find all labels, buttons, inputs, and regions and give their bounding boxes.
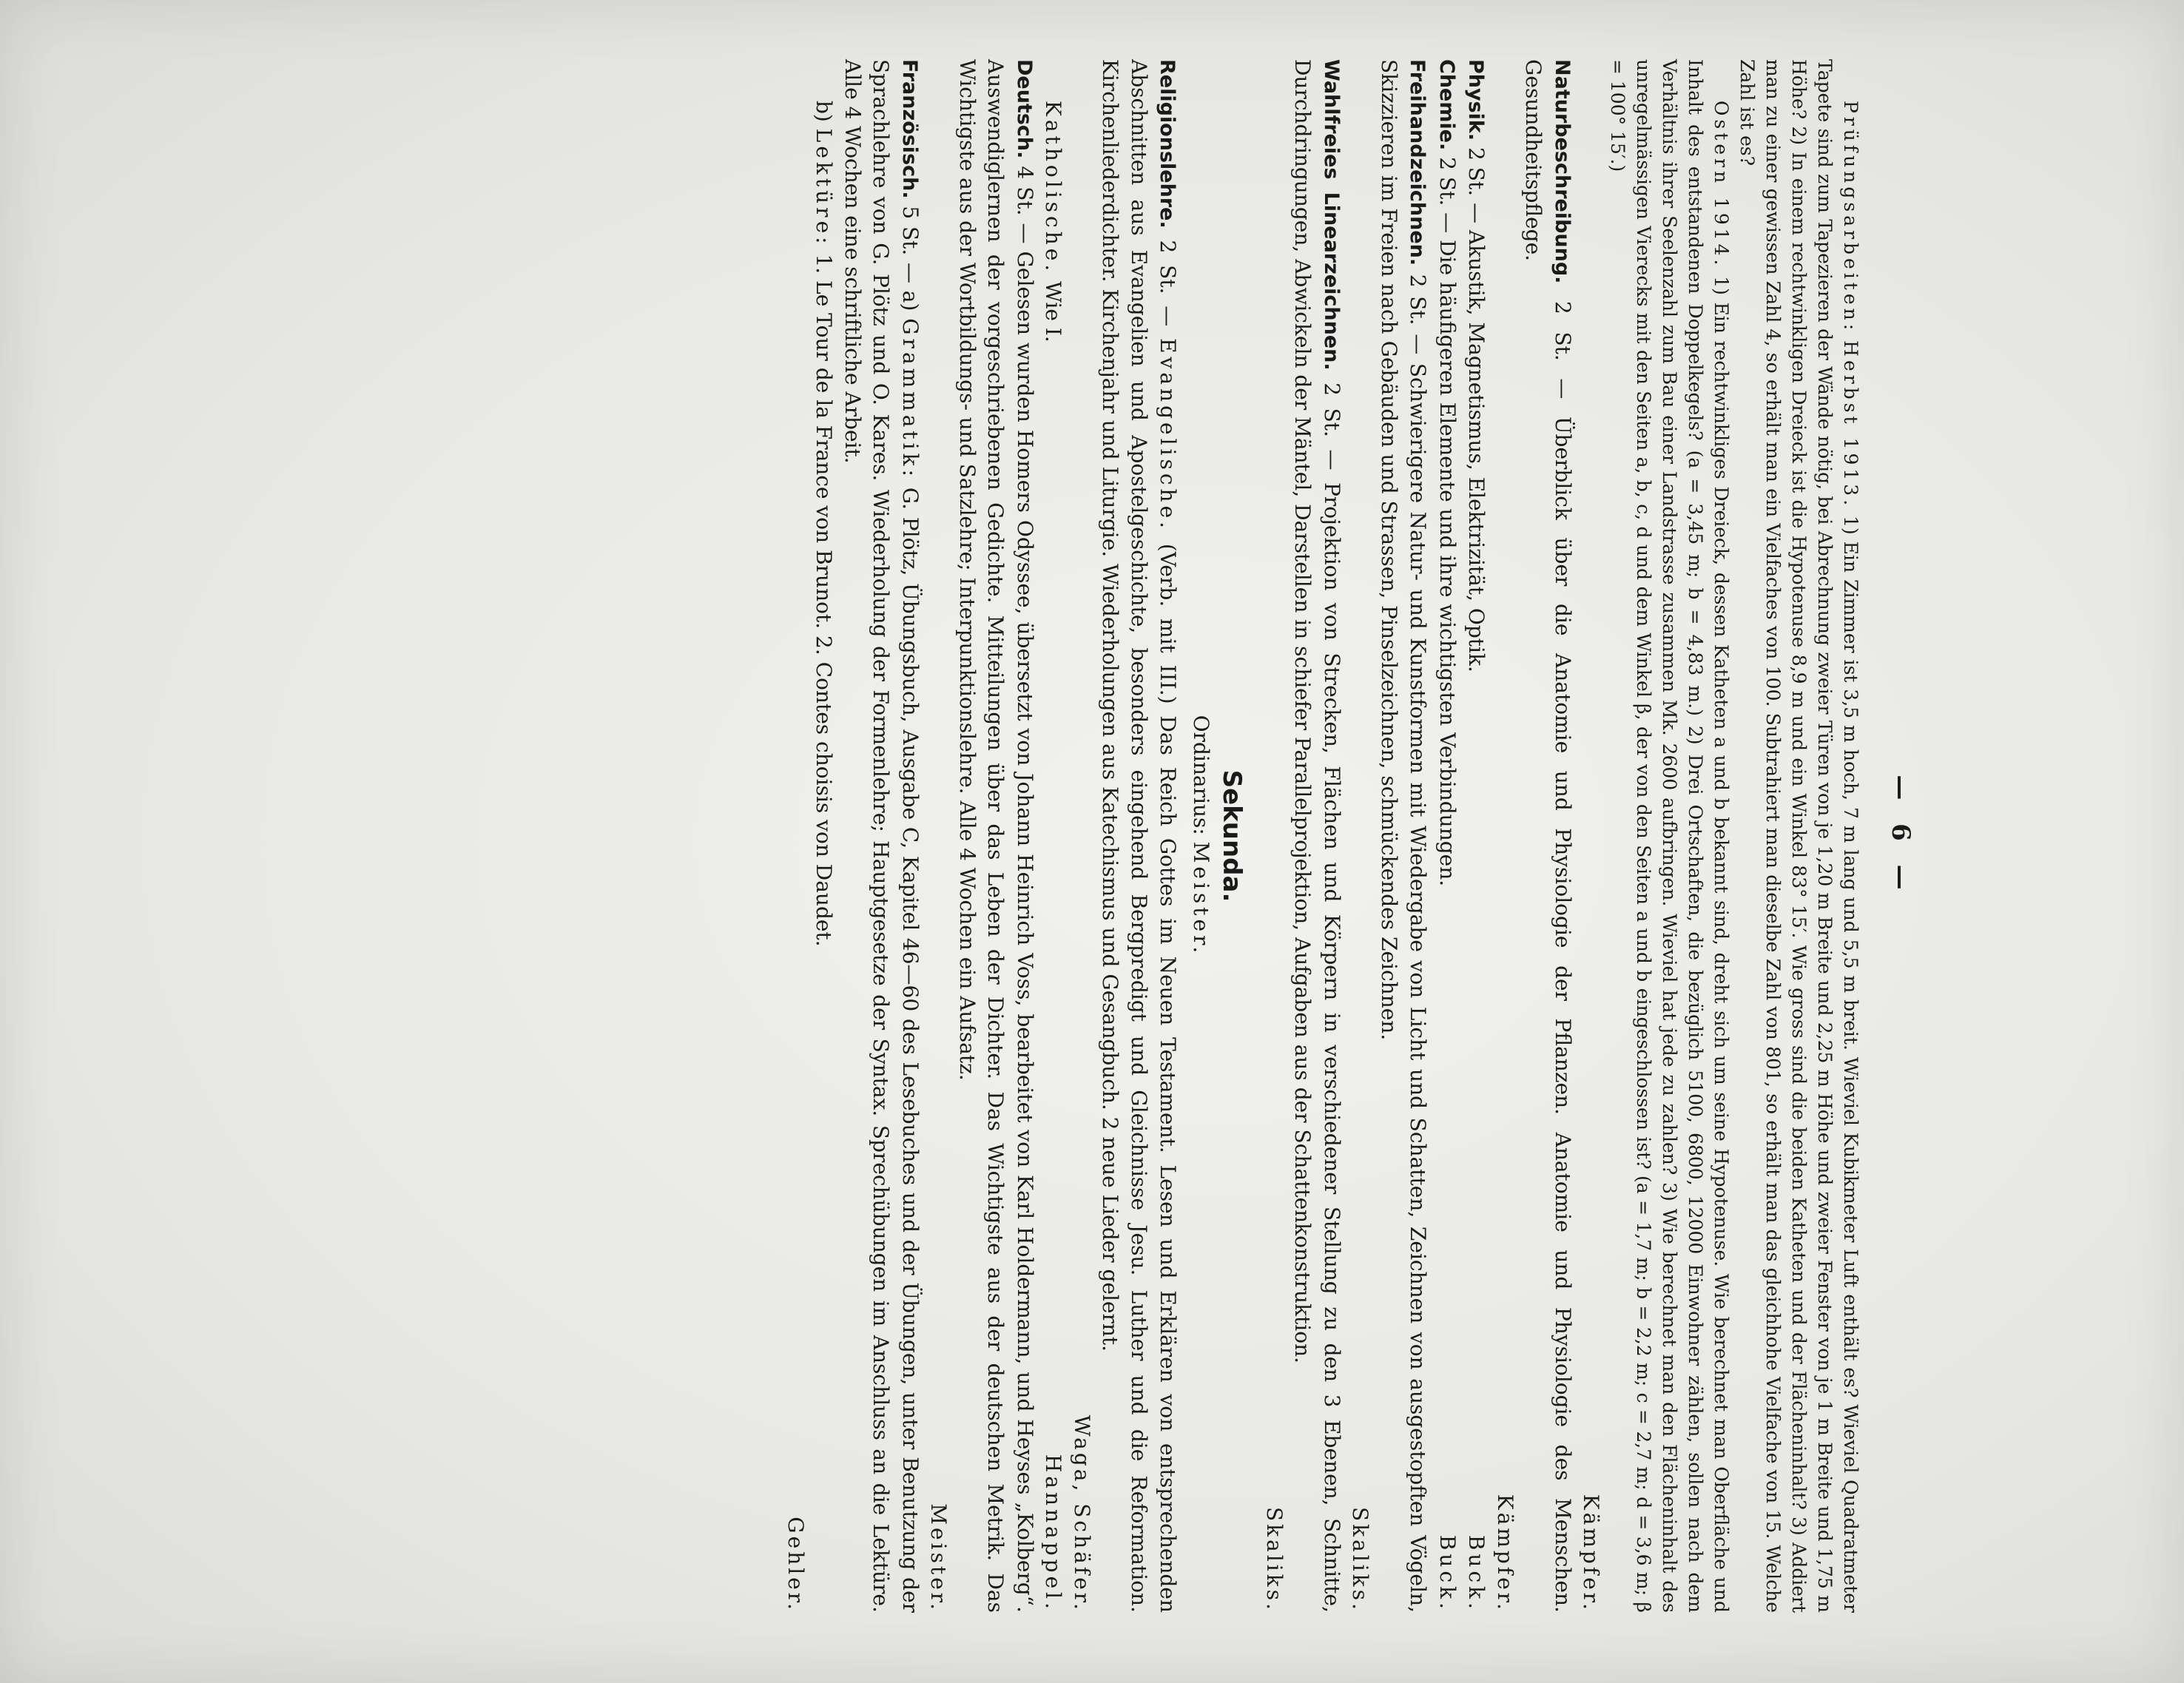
linearzeichnen-text: 2 St. — Projektion von Strecken, Flächen und Körpern in verschiedener Stellung zu den 3 Ebenen, Schnitte, Durchdringungen, Abwickeln der Mäntel, Darstellen in schiefer Parallelprojektion, Aufgaben aus der Schattenkonstruktion. bbox=[1290, 59, 1344, 1613]
linearzeichnen-paragraph bbox=[1288, 59, 1346, 1613]
religion-katholische-label: Katholische. bbox=[1041, 101, 1066, 275]
herbst-label: Herbst 1913. bbox=[1840, 340, 1862, 510]
religion-text: (Verb. mit III.) Das Reich Gottes im Neuen Testament. Lesen und Erklären von entsprechenden Abschnitten aus Evangelien und Apostelgeschichte, besonders eingehend Bergpredigt und Gleichnisse Jesu. Luther und die Reformation. Kirchenliederdichter. Kirchenjahr und Liturgie. Wiederholungen aus Katechismus und Gesangbuch. 2 neue Lieder gelernt. bbox=[1098, 59, 1181, 1613]
religion-katholische-text: Wie I. bbox=[1041, 281, 1066, 343]
page-number: — 6 — bbox=[1886, 775, 1915, 897]
religion-label: Religionslehre. bbox=[1156, 59, 1179, 229]
freihandzeichnen-label: Freihandzeichnen. bbox=[1406, 59, 1429, 266]
lektuere-label: Lektüre: bbox=[812, 128, 837, 248]
freihandzeichnen-signature: Skaliks. bbox=[1348, 1507, 1373, 1613]
pruefungsarbeiten-herbst bbox=[1735, 59, 1864, 1613]
chemie-text: 2 St. — Die häufigeren Elemente und ihre wichtigsten Verbindungen. bbox=[1435, 157, 1460, 887]
naturbeschreibung-paragraph bbox=[1519, 59, 1577, 1613]
franzoesisch-text: G. Plötz, Übungsbuch, Ausgabe C, Kapitel 46—60 des Lesebuches und der Übungen, unter Benutzung der Sprachlehre von G. Plötz und O. Kares. Wiederholung der Formenlehre; Hauptgesetze der Syntax. Sprechübungen im Anschluss an die Lektüre. Alle 4 Wochen eine schriftliche Arbeit. bbox=[840, 59, 923, 1613]
religion-katholisch bbox=[1039, 59, 1068, 1613]
franzoesisch-grammatik: Grammatik: bbox=[898, 318, 923, 481]
religion-pre: 2 St. — bbox=[1156, 240, 1181, 327]
franzoesisch-pre: 5 St. — a) bbox=[898, 206, 923, 311]
rotated-text-block bbox=[391, 59, 1915, 1613]
ordinarius-line bbox=[1187, 59, 1216, 1613]
freihandzeichnen-paragraph bbox=[1375, 59, 1432, 1613]
linearzeichnen-label: Wahlfreies Linearzeichnen. bbox=[1320, 59, 1343, 371]
ordinarius-label: Ordinarius: bbox=[1189, 715, 1213, 835]
physik-text: 2 St. — Akustik, Magnetismus, Elektrizität, Optik. bbox=[1464, 147, 1489, 672]
deutsch-text: 4 St. — Gelesen wurden Homers Odyssee, übersetzt von Johann Heinrich Voss, bearbeitet von Karl Holdermann, und Heyses „Kolberg“. Auswendiglernen der vorgeschriebenen Gedichte. Mitteilungen über das Leben der Dichter. Das Wichtigste aus der deutschen Metrik. Das Wichtigste aus der Wortbildungs- und Satzlehre; Interpunktionslehre. Alle 4 Wochen ein Aufsatz. bbox=[955, 59, 1037, 1613]
religion-signature-2: Hannappel. bbox=[1041, 1454, 1066, 1613]
deutsch-label: Deutsch. bbox=[1013, 59, 1036, 159]
naturbeschreibung-text: 2 St. — Überblick über die Anatomie und Physiologie der Pflanzen. Anatomie und Physiologie des Menschen. Gesundheitspflege. bbox=[1521, 59, 1575, 1613]
deutsch-signature: Meister. bbox=[926, 1503, 951, 1613]
religion-paragraph bbox=[1096, 59, 1182, 1613]
chemie-signature: Buck. bbox=[1435, 1534, 1460, 1613]
naturbeschreibung-label: Naturbeschreibung. bbox=[1551, 59, 1574, 284]
religion-evangelisch: Evangelische. bbox=[1156, 338, 1181, 533]
physik-paragraph bbox=[1461, 59, 1491, 1613]
sekunda-heading: Sekunda. bbox=[1217, 769, 1247, 903]
pruefungsarbeiten-signature: Kämpfer. bbox=[1579, 1494, 1604, 1613]
franzoesisch-lektuere bbox=[809, 59, 838, 1613]
physik-signature: Buck. bbox=[1464, 1534, 1489, 1613]
ostern-label: Ostern 1914. bbox=[1711, 101, 1733, 269]
chemie-paragraph bbox=[1432, 59, 1462, 1613]
ostern-text: 1) Ein rechtwinkliges Dreieck, dessen Katheten a und b bekannt sind, dreht sich um seine Hypotenuse. Wie berechnet man Oberfläche und Inhalt des entstandenen Doppelkegels? (a = 3,45 m; b = 4,83 m.) 2) Drei Ortschaften, die bezüglich 5100, 6800, 12000 Einwohner zählen, sollen nach dem Verhältnis ihrer Seelenzahl zum Bau einer Landstrasse zusammen Mk. 2600 aufbringen. Wieviel hat jede zu zahlen? 3) Wie berechnet man den Flächeninhalt des unregelmässigen Vierecks mit den Seiten a, b, c, d und dem Winkel β, der von den Seiten a und b eingeschlossen ist? (a = 1,7 m; b = 2,2 m; c = 2,7 m; d = 3,6 m; β = 100° 15′.) bbox=[1607, 59, 1733, 1613]
franzoesisch-signature: Gehler. bbox=[783, 1517, 808, 1613]
herbst-text: 1) Ein Zimmer ist 3,5 m hoch, 7 m lang und 5,5 m breit. Wieviel Kubikmeter Luft enthält es? Wieviel Quadratmeter Tapete sind zum Tapezieren der Wände nötig, bei Abrechnung zweier Türen von je 1,20 m Breite und 2,25 m Höhe und zweier Fenster von je 1 m Breite und 1,75 m Höhe? 2) In einem rechtwinkligen Dreieck ist die Hypotenuse 8,9 m und ein Winkel 83° 15′. Wie gross sind die beiden Katheten und der Flächeninhalt? 3) Addiert man zu einer gewissen Zahl 4, so erhält man ein Vielfaches von 100. Subtrahiert man dieselbe Zahl von 801, so erhält man das gleichhohe Vielfache von 15. Welche Zahl ist es? bbox=[1736, 59, 1862, 1613]
ordinarius-name: Meister. bbox=[1189, 841, 1213, 957]
religion-signature-1: Waga, Schäfer. bbox=[1070, 1414, 1094, 1613]
franzoesisch-paragraph bbox=[838, 59, 925, 1613]
physik-label: Physik. bbox=[1464, 59, 1488, 141]
lektuere-text: 1. Le Tour de la France von Brunot. 2. Contes choisis von Daudet. bbox=[812, 254, 837, 947]
chemie-label: Chemie. bbox=[1435, 59, 1458, 151]
naturbeschreibung-signature: Kämpfer. bbox=[1493, 1494, 1517, 1613]
pruefungsarbeiten-ostern bbox=[1605, 59, 1735, 1613]
linearzeichnen-signature: Skaliks. bbox=[1262, 1507, 1287, 1613]
freihandzeichnen-text: 2 St. — Schwierigere Natur- und Kunstformen mit Wiedergabe von Licht und Schatten, Zeichnen von ausgestopften Vögeln, Skizzieren im Freien nach Gebäuden und Strassen, Pinselzeichnen, schmückendes Zeichnen. bbox=[1377, 59, 1431, 1613]
lektuere-pre: b) bbox=[812, 101, 837, 122]
pruefungsarbeiten-label: Prüfungsarbeiten: bbox=[1840, 101, 1862, 334]
franzoesisch-label: Französisch. bbox=[898, 59, 921, 199]
deutsch-paragraph bbox=[953, 59, 1039, 1613]
